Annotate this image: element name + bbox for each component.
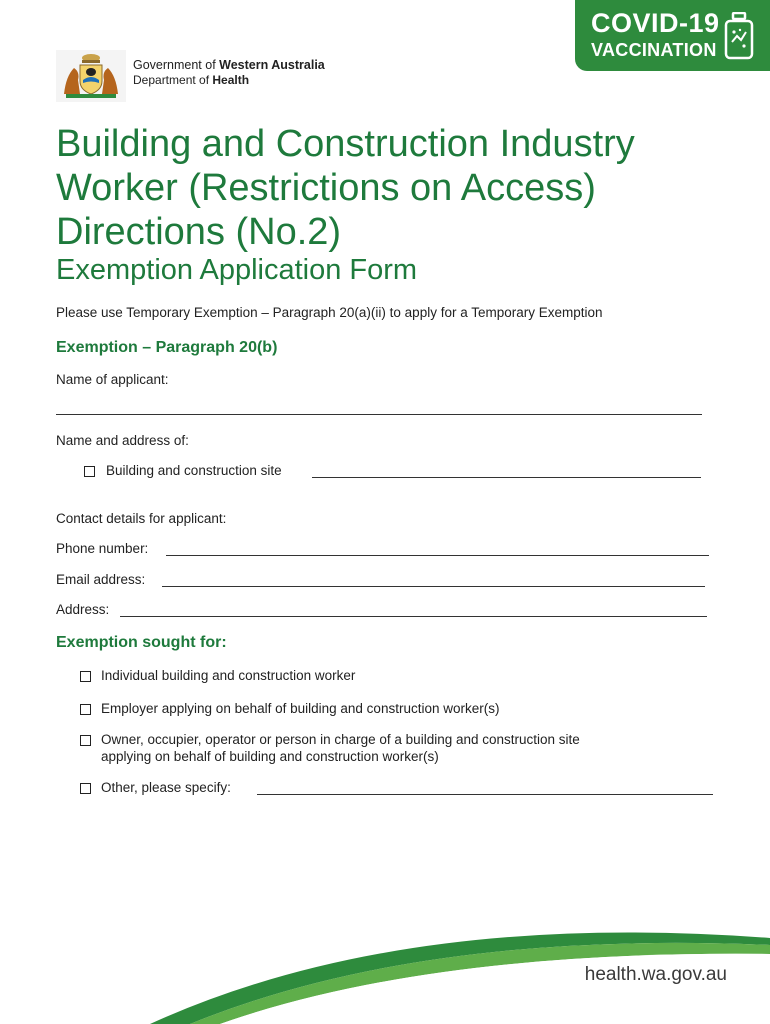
site-field[interactable] (312, 477, 701, 478)
option-other-checkbox[interactable] (80, 783, 91, 794)
intro-text: Please use Temporary Exemption – Paragraph 20(a)(ii) to apply for a Temporary Exemption (56, 305, 603, 320)
option-owner-checkbox[interactable] (80, 735, 91, 746)
footer-website-url[interactable]: health.wa.gov.au (584, 964, 727, 985)
email-label: Email address: (56, 572, 146, 587)
footer-swoosh-graphic (0, 900, 770, 1024)
site-label: Building and construction site (106, 463, 282, 478)
name-address-label: Name and address of: (56, 433, 189, 448)
email-field[interactable] (162, 586, 705, 587)
option-individual-checkbox[interactable] (80, 671, 91, 682)
option-owner-label-line-2: applying on behalf of building and construction worker(s) (101, 749, 439, 764)
badge-title: COVID-19 (591, 8, 720, 38)
applicant-name-field[interactable] (56, 414, 702, 415)
site-checkbox[interactable] (84, 466, 95, 477)
page-title-line-3: Directions (No.2) (56, 211, 342, 253)
page-title-line-2: Worker (Restrictions on Access) (56, 167, 596, 209)
page-title-line-1: Building and Construction Industry (56, 123, 635, 165)
address-field[interactable] (120, 616, 707, 617)
vaccine-vial-icon (722, 12, 756, 60)
form-subtitle: Exemption Application Form (56, 254, 418, 286)
applicant-name-label: Name of applicant: (56, 372, 169, 387)
badge-subtitle: VACCINATION (591, 40, 717, 60)
option-owner-label-line-1: Owner, occupier, operator or person in charge of a building and construction site (101, 732, 580, 747)
section-heading-exemption-paragraph: Exemption – Paragraph 20(b) (56, 339, 278, 356)
section-heading-exemption-sought: Exemption sought for: (56, 634, 227, 651)
option-other-label: Other, please specify: (101, 780, 231, 795)
address-label: Address: (56, 602, 110, 617)
government-name: Government of Western Australia (133, 58, 325, 72)
covid-vaccination-badge (575, 0, 770, 71)
option-employer-label: Employer applying on behalf of building and construction worker(s) (101, 701, 500, 716)
option-individual-label: Individual building and construction worker (101, 668, 356, 683)
department-name: Department of Health (133, 73, 250, 87)
phone-field[interactable] (166, 555, 709, 556)
wa-coat-of-arms-logo (56, 50, 126, 102)
contact-details-label: Contact details for applicant: (56, 511, 227, 526)
option-other-field[interactable] (257, 794, 713, 795)
phone-label: Phone number: (56, 541, 149, 556)
option-employer-checkbox[interactable] (80, 704, 91, 715)
